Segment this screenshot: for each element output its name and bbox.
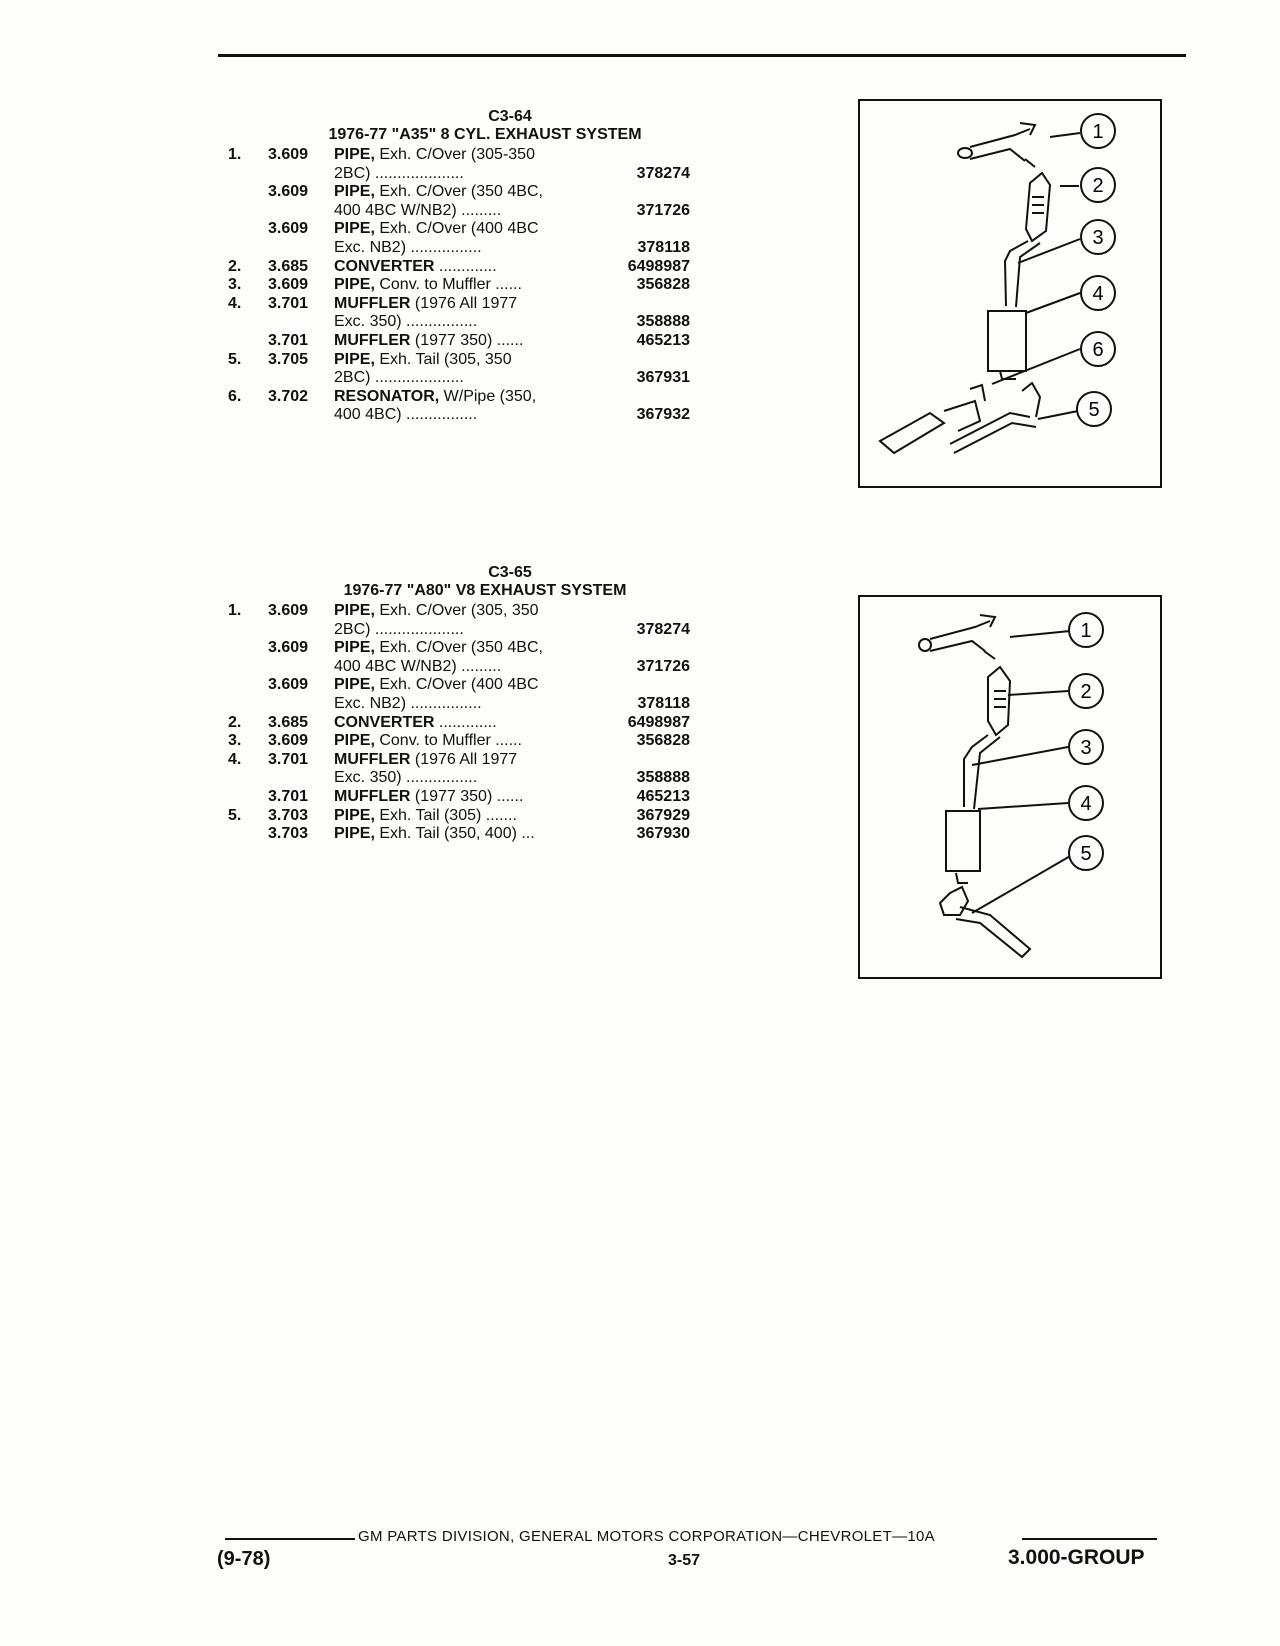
part-detail: Exh. C/Over (305-350 xyxy=(374,146,535,163)
group-number: 3.609 xyxy=(268,676,309,694)
group-number: 3.609 xyxy=(268,220,309,238)
part-number: 6498987 xyxy=(624,714,690,733)
part-row xyxy=(220,695,690,714)
item-number: 1. xyxy=(228,146,242,163)
part-description xyxy=(334,165,464,184)
part-name: PIPE, xyxy=(334,639,375,657)
section-c3-64 xyxy=(220,108,690,425)
item-number: 6. xyxy=(228,387,242,405)
group-number: 3.701 xyxy=(268,331,309,349)
part-detail: Exh. Tail (305, 350 xyxy=(374,350,512,368)
part-number: 378274 xyxy=(633,165,690,184)
callout-number: 1 xyxy=(1092,121,1104,143)
part-name: MUFFLER xyxy=(334,787,411,805)
item-number: 2. xyxy=(228,257,242,275)
part-description xyxy=(334,769,477,788)
group-number: 3.703 xyxy=(268,825,309,843)
part-row xyxy=(220,732,690,751)
part-name: PIPE, xyxy=(334,146,375,163)
part-number: 378118 xyxy=(633,695,690,714)
part-name: PIPE, xyxy=(334,732,375,750)
item-number: 3. xyxy=(228,732,242,750)
footer-date: (9-78) xyxy=(217,1548,271,1570)
parts-list xyxy=(220,146,690,425)
part-row xyxy=(220,369,690,388)
part-name: RESONATOR, xyxy=(334,387,440,405)
item-number: 4. xyxy=(228,750,242,768)
part-row xyxy=(220,769,690,788)
item-number: 5. xyxy=(228,806,242,824)
part-name: MUFFLER xyxy=(334,294,411,312)
group-number: 3.703 xyxy=(268,806,309,824)
part-row xyxy=(220,825,690,844)
part-name: PIPE, xyxy=(334,220,375,238)
part-row xyxy=(220,658,690,677)
part-description xyxy=(334,658,501,677)
part-detail: 400 4BC W/NB2) ......... xyxy=(334,657,502,675)
part-detail: Exc. 350) ................ xyxy=(334,313,478,331)
callout-number: 5 xyxy=(1080,843,1092,865)
part-name: PIPE, xyxy=(334,602,375,619)
group-number: 3.701 xyxy=(268,294,309,312)
part-description xyxy=(334,714,497,733)
callouts xyxy=(1069,613,1103,870)
part-row xyxy=(220,751,690,770)
part-name: CONVERTER xyxy=(334,257,435,275)
part-description xyxy=(334,239,482,258)
part-detail: Exh. C/Over (400 4BC xyxy=(374,220,539,238)
part-row xyxy=(220,239,690,258)
part-detail: 400 4BC) ................ xyxy=(334,406,478,424)
part-row xyxy=(220,351,690,370)
part-number: 358888 xyxy=(633,769,690,788)
item-number: 2. xyxy=(228,713,242,731)
part-detail: Exh. C/Over (400 4BC xyxy=(374,676,539,694)
part-description xyxy=(334,639,543,658)
group-number: 3.701 xyxy=(268,750,309,768)
part-number: 465213 xyxy=(633,332,690,351)
part-description xyxy=(334,146,535,165)
part-description xyxy=(334,602,539,621)
group-number: 3.609 xyxy=(268,732,309,750)
part-row xyxy=(220,788,690,807)
callouts xyxy=(1077,114,1115,426)
item-number: 3. xyxy=(228,276,242,294)
part-number: 378118 xyxy=(633,239,690,258)
part-row xyxy=(220,276,690,295)
group-label: 3.000-GROUP xyxy=(1008,1546,1145,1569)
group-number: 3.702 xyxy=(268,387,309,405)
section-code: C3-64 xyxy=(488,108,532,125)
part-description xyxy=(334,351,512,370)
callout-number: 3 xyxy=(1092,227,1104,249)
part-detail: Conv. to Muffler ...... xyxy=(374,276,522,294)
part-description xyxy=(334,202,501,221)
part-name: PIPE, xyxy=(334,183,375,201)
top-rule xyxy=(218,54,1186,57)
part-detail: Conv. to Muffler ...... xyxy=(374,732,522,750)
callout-number: 4 xyxy=(1092,283,1104,305)
exhaust-drawing-icon xyxy=(860,101,1160,486)
group-number: 3.701 xyxy=(268,787,309,805)
part-detail: 400 4BC W/NB2) ......... xyxy=(334,201,502,219)
part-name: MUFFLER xyxy=(334,750,411,768)
part-detail: Exh. C/Over (305, 350 xyxy=(374,602,539,619)
group-number: 3.609 xyxy=(268,602,309,619)
part-description xyxy=(334,695,482,714)
part-name: MUFFLER xyxy=(334,331,411,349)
part-description xyxy=(334,295,517,314)
part-detail: Exc. NB2) ................ xyxy=(334,694,482,712)
item-number: 5. xyxy=(228,350,242,368)
callout-number: 2 xyxy=(1092,175,1104,197)
part-detail: ............. xyxy=(434,257,497,275)
part-row xyxy=(220,676,690,695)
item-number: 1. xyxy=(228,602,242,619)
part-row xyxy=(220,807,690,826)
part-description xyxy=(334,732,522,751)
part-detail: (1977 350) ...... xyxy=(410,787,524,805)
section-c3-65 xyxy=(220,564,690,844)
group-number: 3.609 xyxy=(268,276,309,294)
part-detail: Exc. 350) ................ xyxy=(334,769,478,787)
part-detail: 2BC) .................... xyxy=(334,620,464,638)
footer-rule-left xyxy=(225,1538,355,1540)
part-row xyxy=(220,202,690,221)
part-row xyxy=(220,146,690,165)
part-number: 358888 xyxy=(633,313,690,332)
part-number: 371726 xyxy=(633,658,690,677)
part-name: PIPE, xyxy=(334,276,375,294)
page-number: 3-57 xyxy=(668,1552,701,1569)
section-title: 1976-77 "A35" 8 CYL. EXHAUST SYSTEM xyxy=(328,126,642,143)
part-detail: Exh. Tail (305) ....... xyxy=(374,806,517,824)
part-description xyxy=(334,258,497,277)
group-number: 3.609 xyxy=(268,639,309,657)
part-detail: (1976 All 1977 xyxy=(410,750,518,768)
part-detail: 2BC) .................... xyxy=(334,164,464,182)
part-row xyxy=(220,388,690,407)
part-number: 367931 xyxy=(633,369,690,388)
part-row xyxy=(220,406,690,425)
callout-number: 5 xyxy=(1088,399,1100,421)
item-number: 4. xyxy=(228,294,242,312)
part-detail: Exh. Tail (350, 400) ... xyxy=(374,825,535,843)
part-row xyxy=(220,220,690,239)
group-number: 3.705 xyxy=(268,350,309,368)
part-detail: Exh. C/Over (350 4BC, xyxy=(374,183,543,201)
part-description xyxy=(334,676,539,695)
part-description xyxy=(334,332,523,351)
part-description xyxy=(334,807,517,826)
part-name: PIPE, xyxy=(334,676,375,694)
part-detail: Exh. C/Over (350 4BC, xyxy=(374,639,543,657)
part-row xyxy=(220,602,690,621)
part-description xyxy=(334,276,522,295)
part-name: PIPE, xyxy=(334,825,375,843)
section-title: 1976-77 "A80" V8 EXHAUST SYSTEM xyxy=(343,582,627,599)
part-row xyxy=(220,183,690,202)
part-number: 6498987 xyxy=(624,258,690,277)
part-row xyxy=(220,258,690,277)
part-detail: Exc. NB2) ................ xyxy=(334,238,482,256)
part-name: PIPE, xyxy=(334,350,375,368)
part-description xyxy=(334,388,536,407)
part-row xyxy=(220,295,690,314)
group-number: 3.609 xyxy=(268,146,309,163)
part-description xyxy=(334,788,523,807)
parts-list xyxy=(220,602,690,844)
group-number: 3.685 xyxy=(268,713,309,731)
part-description xyxy=(334,220,539,239)
part-number: 367932 xyxy=(633,406,690,425)
part-detail: (1976 All 1977 xyxy=(410,294,518,312)
part-description xyxy=(334,369,464,388)
part-description xyxy=(334,313,477,332)
callout-number: 4 xyxy=(1080,793,1092,815)
part-detail: 2BC) .................... xyxy=(334,369,464,387)
part-row xyxy=(220,332,690,351)
footer-org: GM PARTS DIVISION, GENERAL MOTORS CORPORATION—CHEVROLET—10A xyxy=(358,1528,935,1545)
part-number: 367929 xyxy=(633,807,690,826)
part-description xyxy=(334,406,477,425)
part-name: CONVERTER xyxy=(334,713,435,731)
part-row xyxy=(220,639,690,658)
section-code: C3-65 xyxy=(488,564,532,581)
part-row xyxy=(220,313,690,332)
part-row xyxy=(220,165,690,184)
part-number: 356828 xyxy=(633,276,690,295)
part-detail: ............. xyxy=(434,713,497,731)
part-description xyxy=(334,621,464,640)
callout-number: 1 xyxy=(1080,620,1092,642)
part-number: 371726 xyxy=(633,202,690,221)
part-description xyxy=(334,825,535,844)
callout-number: 6 xyxy=(1092,339,1104,361)
footer-rule-right xyxy=(1022,1538,1157,1540)
part-description xyxy=(334,183,543,202)
part-description xyxy=(334,751,517,770)
part-detail: W/Pipe (350, xyxy=(439,387,537,405)
part-number: 367930 xyxy=(633,825,690,844)
part-name: PIPE, xyxy=(334,806,375,824)
group-number: 3.609 xyxy=(268,183,309,201)
callout-number: 3 xyxy=(1080,737,1092,759)
callout-number: 2 xyxy=(1080,681,1092,703)
part-number: 465213 xyxy=(633,788,690,807)
part-number: 356828 xyxy=(633,732,690,751)
part-row xyxy=(220,621,690,640)
part-detail: (1977 350) ...... xyxy=(410,331,524,349)
exhaust-drawing-icon xyxy=(860,597,1160,977)
group-number: 3.685 xyxy=(268,257,309,275)
exhaust-diagram-a35 xyxy=(858,99,1162,488)
part-row xyxy=(220,714,690,733)
part-number: 378274 xyxy=(633,621,690,640)
exhaust-diagram-a80 xyxy=(858,595,1162,979)
